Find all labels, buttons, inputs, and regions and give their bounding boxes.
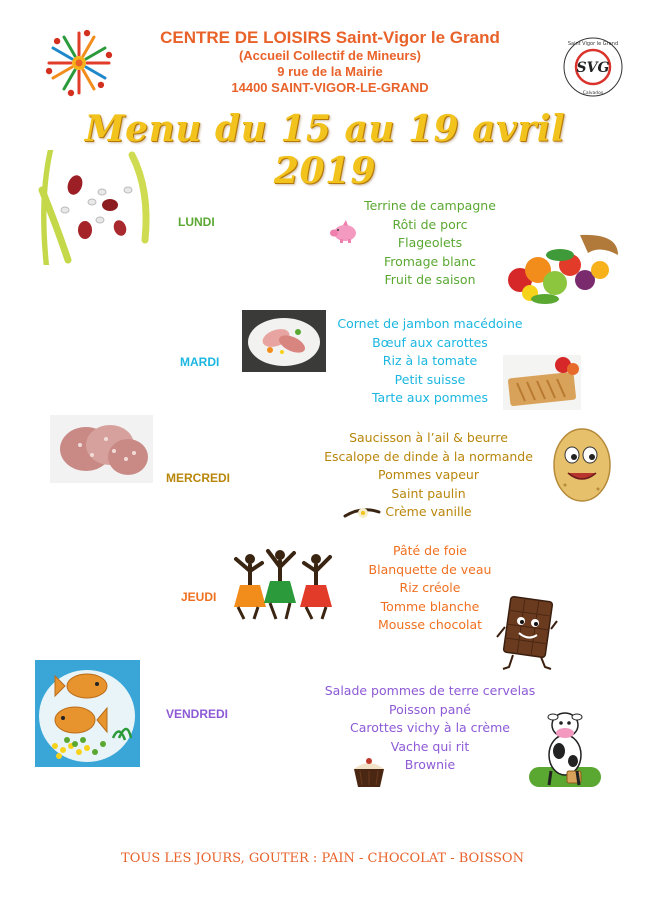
- chocolate-bar-character-image: [495, 593, 560, 671]
- dish-item: Salade pommes de terre cervelas: [324, 683, 536, 698]
- dish-item: Fruit de saison: [384, 272, 476, 288]
- dish-item: Escalope de dinde à la normande: [324, 448, 533, 464]
- day-label-vendredi: VENDREDI: [166, 707, 229, 721]
- dish-item: Saucisson à l’ail & beurre: [349, 430, 508, 445]
- dish-item: Tomme blanche: [380, 598, 480, 614]
- dish-item: Riz créole: [399, 580, 461, 596]
- menu-title: Menu du 15 au 19 avril 2019: [84, 108, 566, 192]
- centre-title: CENTRE DE LOISIRS Saint-Vigor le Grand: [160, 28, 500, 47]
- dish-item: Mousse chocolat: [377, 617, 483, 633]
- potato-character-image: [550, 425, 615, 503]
- brownie-icon: [350, 755, 388, 789]
- day-label-mardi: MARDI: [180, 355, 220, 369]
- dish-item: Petit suisse: [394, 371, 466, 387]
- dish-item: Crème vanille: [385, 504, 472, 520]
- day-label-mercredi: MERCREDI: [166, 471, 231, 485]
- dish-item: Poisson pané: [389, 701, 471, 717]
- ham-plate-image: [242, 310, 326, 372]
- beans-image: [30, 150, 160, 265]
- dish-item: Saint paulin: [391, 485, 466, 501]
- header-subtitle: (Accueil Collectif de Mineurs): [238, 48, 422, 63]
- dish-item: Rôti de porc: [392, 216, 468, 232]
- fish-plate-image: [35, 660, 140, 767]
- town-logo-ring-text: Saint Vigor le Grand: [567, 41, 619, 47]
- dish-item: Riz à la tomate: [382, 353, 478, 369]
- day-label-jeudi: JEUDI: [181, 590, 217, 604]
- header-address: 9 rue de la Mairie: [277, 64, 383, 79]
- town-logo-initials: SVG: [576, 60, 610, 76]
- dish-item: Flageolets: [397, 235, 463, 251]
- dish-item: Tarte aux pommes: [371, 390, 489, 406]
- day-label-lundi: LUNDI: [178, 215, 215, 229]
- dish-item: Fromage blanc: [383, 253, 477, 269]
- header-city: 14400 SAINT-VIGOR-LE-GRAND: [231, 80, 429, 95]
- footer-goûter-note: TOUS LES JOURS, GOUTER : PAIN - CHOCOLAT - BOISSON: [121, 851, 524, 866]
- dish-item: Pommes vapeur: [377, 467, 479, 483]
- apple-tart-image: [503, 355, 581, 410]
- dish-item: Carottes vichy à la crème: [350, 720, 510, 736]
- town-logo: [562, 36, 624, 98]
- dish-item: Vache qui rit: [390, 738, 470, 754]
- dish-list-mardi: [330, 315, 530, 408]
- fruit-cornucopia-image: [500, 225, 620, 305]
- dish-item: Brownie: [404, 757, 456, 773]
- saucisson-image: [50, 415, 153, 483]
- centre-logo-dancers: [40, 28, 118, 98]
- dish-item: Bœuf aux carottes: [372, 334, 488, 350]
- header-block: [130, 28, 530, 96]
- dish-item: Blanquette de veau: [368, 561, 492, 577]
- dish-item: Pâté de foie: [392, 543, 467, 558]
- town-logo-sub-text: Calvados: [582, 91, 604, 96]
- vanilla-pod-icon: [343, 502, 381, 524]
- dancers-image: [228, 545, 346, 623]
- cow-image: [527, 705, 603, 790]
- dish-item: Terrine de campagne: [364, 198, 496, 213]
- dish-item: Cornet de jambon macédoine: [337, 316, 523, 331]
